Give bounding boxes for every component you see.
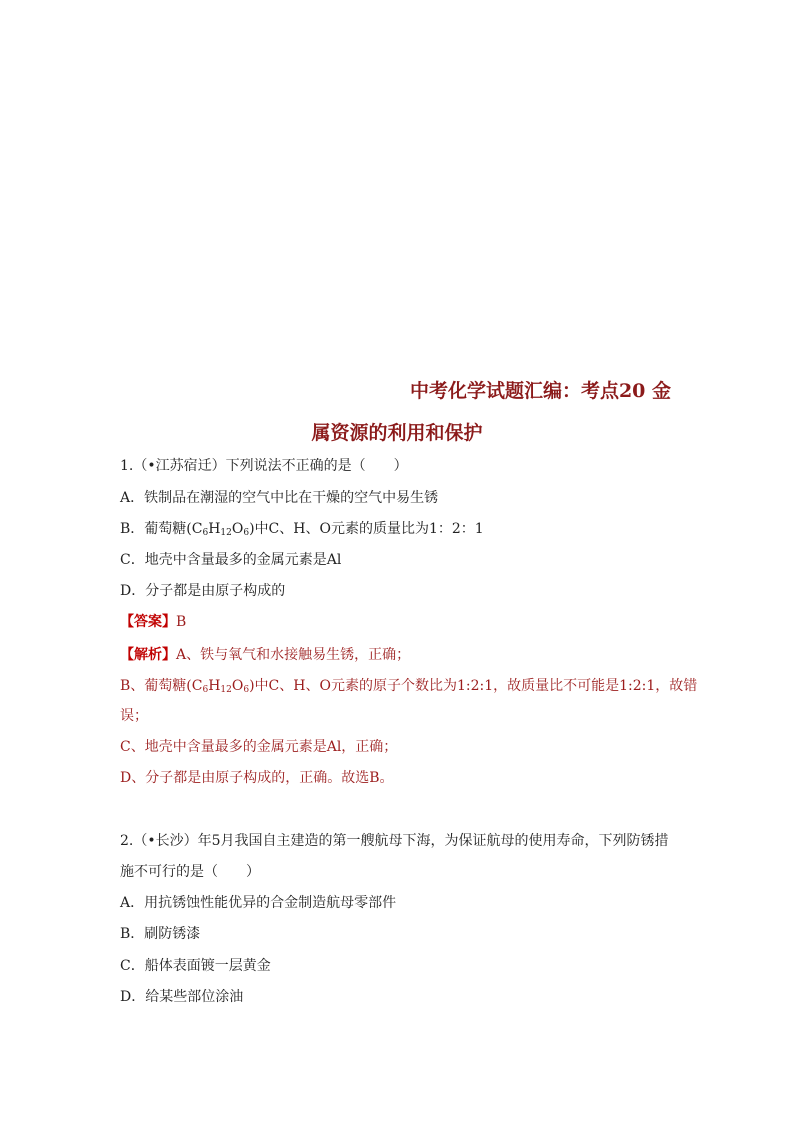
q2-stem-line2: 施不可行的是（ ） [120,864,260,880]
q2-option-a: A．用抗锈蚀性能优异的合金制造航母零部件 [120,895,397,911]
q2-option-d: D．给某些部位涂油 [120,989,244,1005]
q2-option-c: C．船体表面镀一层黄金 [120,958,271,974]
q1-analysis-d: D、分子都是由原子构成的，正确。故选B。 [120,770,394,786]
doc-title-line1: 中考化学试题汇编：考点20 金 [409,380,671,402]
q1-option-b: B．葡萄糖$(C_6H_{12}O_6)$中C、H、O元素的质量比为1：2：1 [120,521,484,538]
analysis-label: 【解析】 [120,647,176,663]
q1-analysis-b-cont: 误； [120,708,148,724]
q1-analysis-b: B、葡萄糖$(C_6H_{12}O_6)$中C、H、O元素的原子个数比为1:2:1，故质量比不可能是1:2:1，故错 [120,678,698,695]
q1-option-c: C．地壳中含量最多的金属元素是Al [120,552,342,568]
q1-answer [120,612,186,632]
answer-value: B [176,614,187,630]
answer-label: 【答案】 [120,614,176,630]
q2-option-b: B．刷防锈漆 [120,926,201,942]
q2-stem-line1: 2.（•长沙）年5月我国自主建造的第一艘航母下海，为保证航母的使用寿命，下列防锈措 [120,833,669,849]
q1-option-d: D．分子都是由原子构成的 [120,583,286,599]
q1-stem: 1.（•江苏宿迁）下列说法不正确的是（ ） [120,458,408,474]
doc-title-line2: 属资源的利用和保护 [311,422,483,444]
q1-option-a: A．铁制品在潮湿的空气中比在干燥的空气中易生锈 [120,490,439,506]
q1-analysis-c: C、地壳中含量最多的金属元素是Al，正确； [120,739,398,755]
q1-analysis-a: 【解析】A、铁与氧气和水接触易生锈，正确； [120,647,411,663]
